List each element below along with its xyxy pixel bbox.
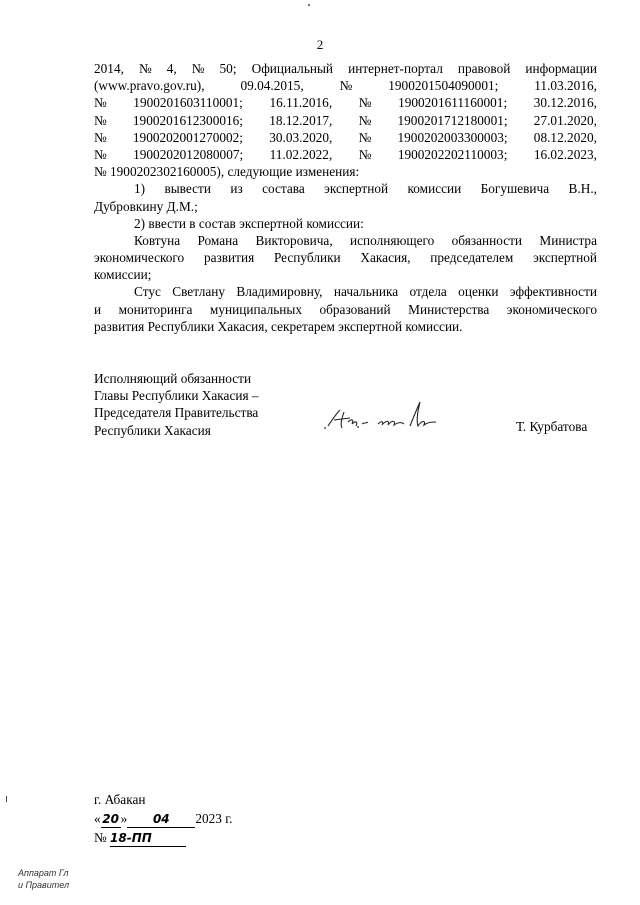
text-token: 11.03.2016, [534, 78, 597, 94]
text-token: 1900202012080007; [133, 146, 244, 162]
text-token: 27.01.2020, [533, 112, 597, 128]
text-token: вывести [164, 181, 211, 197]
text-token: № [94, 146, 107, 162]
text-token: 16.11.2016, [269, 95, 333, 111]
text-token: 1900202202110003; [397, 146, 508, 162]
text-token: 1900201611160001; [398, 95, 508, 111]
stamp-line: Аппарат Гл [18, 868, 69, 878]
scan-speck [308, 4, 310, 6]
date-open-quote: « [94, 811, 101, 826]
text-token: правовой [457, 61, 511, 76]
text-token: № [339, 78, 353, 94]
text-token: 50; [219, 61, 237, 76]
item2-para1-line3: комиссии; [94, 267, 152, 283]
number-prefix: № [94, 830, 107, 845]
text-token: 4, [166, 61, 177, 76]
page-number: 2 [316, 37, 324, 52]
text-token: № [191, 61, 205, 76]
text-token: 2014, [94, 61, 124, 76]
text-token: 1900201504090001; [388, 78, 499, 94]
intro-line-7: № 1900202302160005), следующие изменения: [94, 164, 360, 180]
text-token: № [358, 112, 372, 128]
date-line [94, 809, 233, 828]
text-token: из [230, 181, 243, 197]
text-token: 08.12.2020, [533, 129, 597, 145]
text-token: В.Н., [568, 181, 597, 197]
text-token: 09.04.2015, [240, 78, 304, 94]
text-token: Официальный [251, 61, 334, 76]
place-and-date [94, 790, 233, 847]
text-token: 1900201712180001; [397, 112, 508, 128]
item2-heading: 2) ввести в состав экспертной комиссии: [134, 215, 364, 231]
signatory-title-line: Республики Хакасия [94, 422, 211, 438]
item1-line-1 [94, 180, 597, 197]
text-token: (www.pravo.gov.ru), [94, 78, 205, 94]
stamp-line: и Правител [18, 880, 70, 890]
text-token: 1900201603110001; [133, 95, 243, 111]
text-token: интернет-портал [348, 61, 443, 76]
text-token: 11.02.2022, [269, 146, 333, 162]
registration-stamp [18, 867, 69, 891]
text-token: № [94, 129, 107, 145]
city: г. Абакан [94, 792, 146, 807]
text-token: комиссии [407, 181, 462, 197]
item2-para2-line1: Стус Светлану Владимировну, начальника отдела оценки эффективности [134, 284, 597, 300]
document-number: 18-ПП [110, 831, 186, 847]
text-token: 18.12.2017, [269, 112, 333, 128]
document-body [94, 60, 597, 335]
text-token: экспертной [324, 181, 389, 197]
text-token: 1) [134, 181, 146, 197]
intro-line-6 [94, 146, 597, 163]
signatory-title-line: Исполняющий обязанности [94, 371, 252, 386]
date-close-quote: » [120, 811, 128, 826]
text-token: 1900201612300016; [132, 112, 243, 128]
scan-speck [6, 796, 7, 802]
text-token: № [358, 95, 372, 111]
item2-para1-line2: экономического развития Республики Хакасия, председателем экспертной [94, 250, 597, 266]
signatory-title-line: Председателя Правительства [94, 405, 259, 421]
date-month: 04 [127, 812, 195, 828]
handwritten-signature [322, 398, 440, 432]
text-token: № [94, 112, 107, 128]
item2-para1-line1: Ковтуна Романа Викторовича, исполняющего обязанности Министра [134, 232, 597, 248]
intro-line-1 [94, 60, 597, 77]
text-token: 1900202003300003; [397, 129, 508, 145]
text-token: состава [262, 181, 305, 197]
intro-line-5 [94, 129, 597, 146]
document-number-line [94, 828, 233, 847]
text-token: 30.12.2016, [533, 95, 597, 111]
signatory-name: Т. Курбатова [516, 419, 588, 434]
text-token: № [138, 61, 152, 76]
text-token: 30.03.2020, [269, 129, 333, 145]
item1-line-2: Дубровкину Д.М.; [94, 198, 198, 214]
text-token: № [358, 129, 372, 145]
text-token: № [94, 95, 107, 111]
text-token: 1900202001270002; [132, 129, 243, 145]
signatory-title [94, 370, 259, 439]
intro-line-3 [94, 94, 597, 111]
item2-para2-line3: развития Республики Хакасия, секретарем экспертной комиссии. [94, 318, 463, 334]
text-token: Богушевича [480, 181, 550, 197]
date-year: 2023 г. [195, 811, 233, 826]
intro-line-2 [94, 77, 597, 94]
text-token: информации [525, 61, 597, 76]
intro-line-4 [94, 112, 597, 129]
item2-para2-line2: и мониторинга муниципальных образований Министерства экономического [94, 301, 597, 317]
text-token: 16.02.2023, [533, 146, 597, 162]
date-day: 20 [102, 812, 119, 826]
text-token: № [358, 146, 372, 162]
signatory-title-line: Главы Республики Хакасия – [94, 388, 259, 404]
